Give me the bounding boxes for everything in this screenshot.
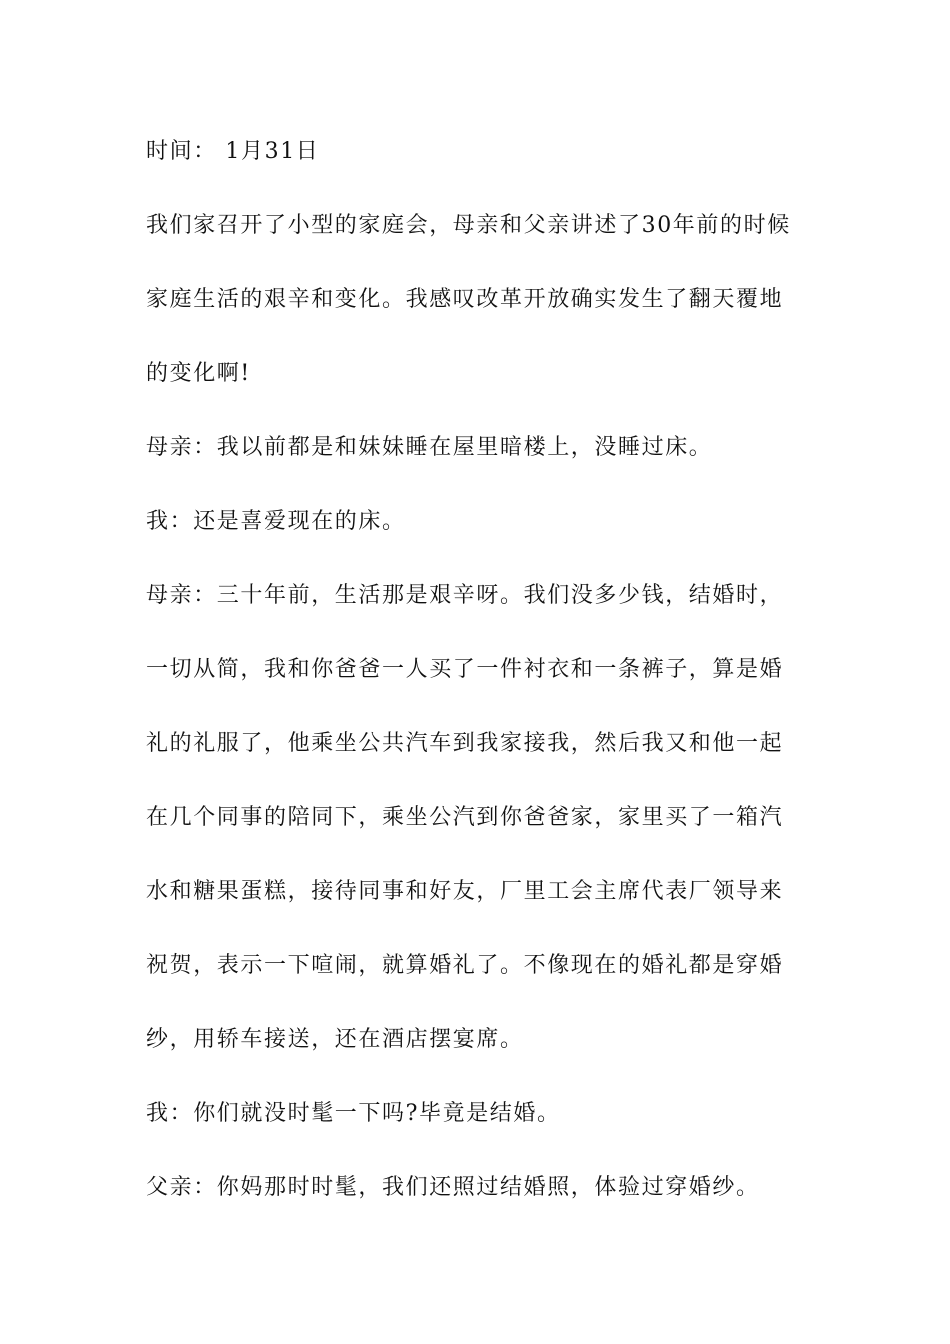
dialogue-line: 母亲：我以前都是和妹妹睡在屋里暗楼上，没睡过床。 [146, 435, 713, 460]
dialogue-line: 我：你们就没时髦一下吗?毕竟是结婚。 [146, 1101, 561, 1126]
paragraph-line: 的变化啊! [146, 361, 251, 386]
paragraph-line: 我们家召开了小型的家庭会，母亲和父亲讲述了30年前的时候 [146, 213, 791, 238]
dialogue-line: 礼的礼服了，他乘坐公共汽车到我家接我，然后我又和他一起 [146, 731, 784, 756]
dialogue-line: 祝贺，表示一下喧闹，就算婚礼了。不像现在的婚礼都是穿婚 [146, 953, 784, 978]
date-line: 时间： 1月31日 [146, 139, 320, 164]
dialogue-line: 父亲：你妈那时时髦，我们还照过结婚照，体验过穿婚纱。 [146, 1175, 760, 1200]
dialogue-line: 纱，用轿车接送，还在酒店摆宴席。 [146, 1027, 524, 1052]
dialogue-line: 在几个同事的陪同下，乘坐公汽到你爸爸家，家里买了一箱汽 [146, 805, 784, 830]
dialogue-line: 一切从简，我和你爸爸一人买了一件衬衣和一条裤子，算是婚 [146, 657, 784, 682]
dialogue-line: 我：还是喜爱现在的床。 [146, 509, 406, 534]
dialogue-line: 水和糖果蛋糕，接待同事和好友，厂里工会主席代表厂领导来 [146, 879, 784, 904]
dialogue-line: 母亲：三十年前，生活那是艰辛呀。我们没多少钱，结婚时， [146, 583, 784, 608]
paragraph-line: 家庭生活的艰辛和变化。我感叹改革开放确实发生了翻天覆地 [146, 287, 784, 312]
